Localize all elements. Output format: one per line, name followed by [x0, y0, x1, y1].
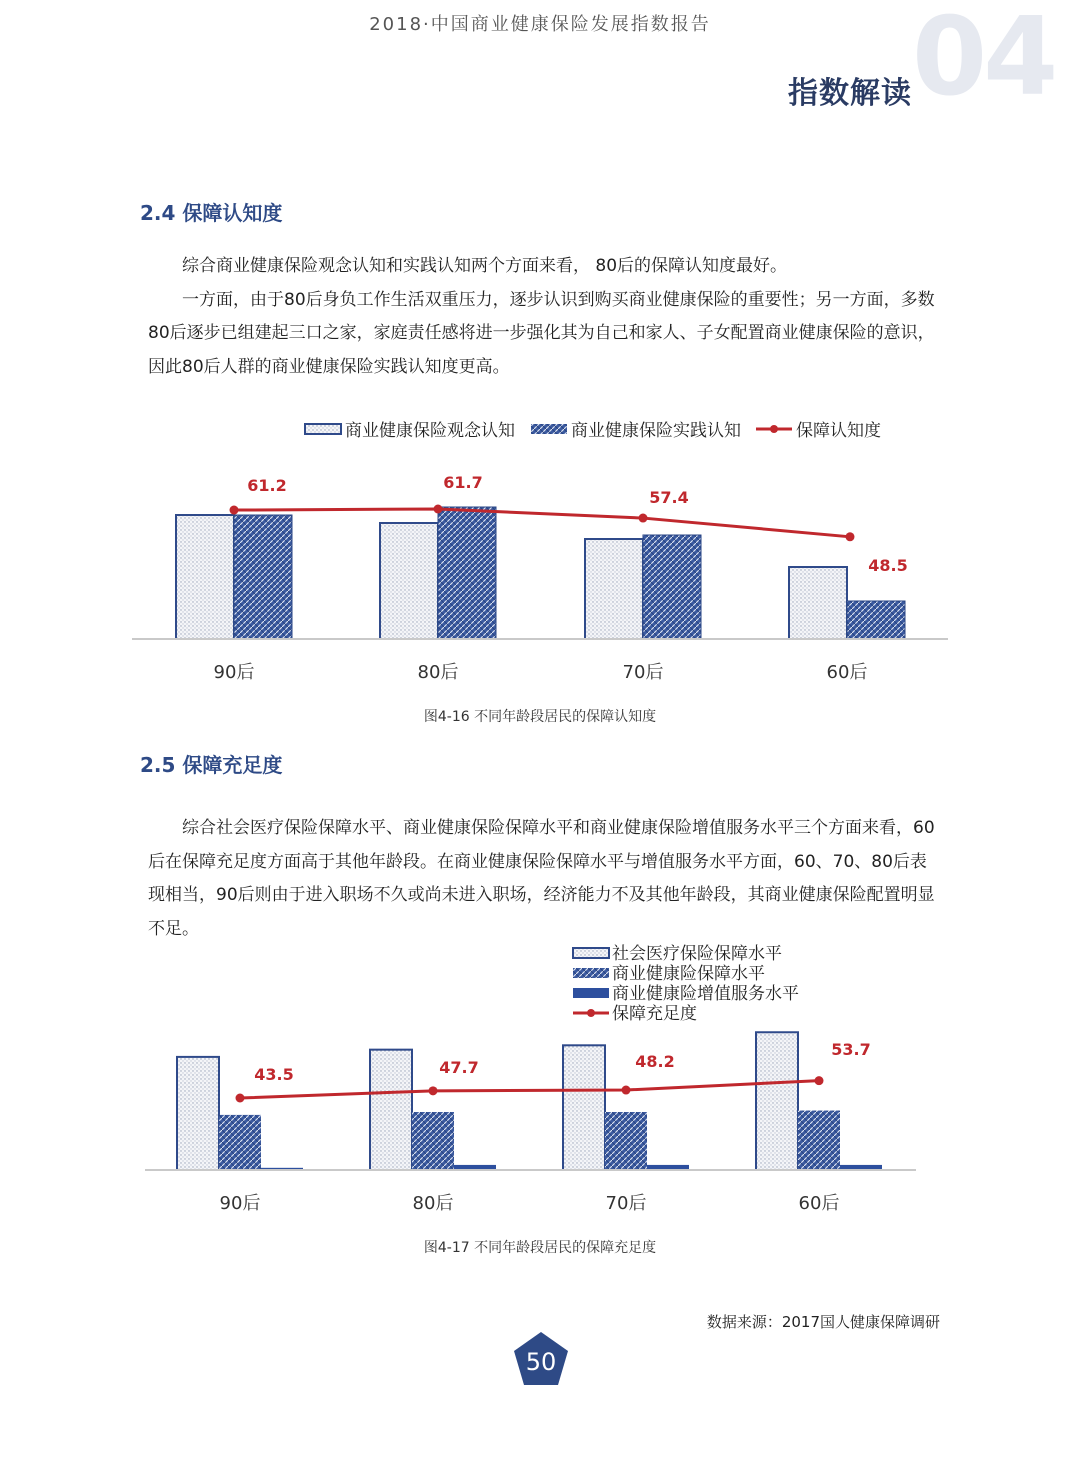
data-source: 数据来源：2017国人健康保障调研: [706, 1313, 940, 1331]
legend-label: 社会医疗保险保障水平: [612, 944, 782, 964]
section-heading-awareness: 2.4 保障认知度: [140, 201, 283, 225]
legend-swatch-marker: [770, 425, 778, 433]
chart-adequacy: [0, 938, 1080, 1238]
legend-label: 商业健康险增值服务水平: [612, 984, 799, 1004]
bar-social-medical: [177, 1057, 219, 1170]
x-tick-label: 90后: [219, 1193, 261, 1214]
legend-label: 保障充足度: [612, 1004, 697, 1024]
line-awareness-index: [234, 509, 850, 537]
bar-social-medical: [756, 1032, 798, 1170]
bar-commercial-coverage: [412, 1112, 454, 1170]
report-title: 2018·中国商业健康保险发展指数报告: [369, 14, 711, 35]
bar-social-medical: [563, 1045, 605, 1170]
chapter-number: 04: [912, 0, 1055, 120]
section-heading-adequacy: 2.5 保障充足度: [140, 753, 283, 777]
paragraph-adequacy: [148, 812, 938, 946]
chart-awareness: [0, 405, 1080, 705]
x-tick-label: 70后: [605, 1193, 647, 1214]
line-point: [639, 514, 648, 523]
legend-label: 商业健康险保障水平: [612, 964, 765, 984]
paragraph-line: 综合商业健康保险观念认知和实践认知两个方面来看， 80后的保障认知度最好。: [182, 256, 788, 276]
bar-social-medical: [370, 1050, 412, 1170]
x-tick-label: 80后: [412, 1193, 454, 1214]
legend-swatch: [573, 948, 609, 958]
bar-concept-awareness: [789, 567, 847, 639]
line-adequacy-index: [240, 1081, 819, 1098]
bar-concept-awareness: [585, 539, 643, 639]
paragraph-line: 综合社会医疗保险保障水平、商业健康保险保障水平和商业健康保险增值服务水平三个方面来看，60后在保障充足度方面高于其他年龄段。在商业健康保险保障水平与增值服务水平方面，60、70、80后表现相当，90后则由于进入职场不久或尚未进入职场，经济能力不及其他年龄段，其商业健康保险配置明显不足。: [148, 818, 935, 939]
bar-practice-awareness: [234, 515, 292, 639]
x-tick-label: 60后: [826, 662, 868, 683]
line-point: [622, 1086, 631, 1095]
chapter-title: 指数解读: [788, 76, 912, 111]
legend-label: 保障认知度: [796, 421, 881, 441]
legend-swatch-marker: [587, 1009, 595, 1017]
bar-practice-awareness: [847, 601, 905, 639]
bar-practice-awareness: [438, 507, 496, 639]
bar-concept-awareness: [176, 515, 234, 639]
bar-concept-awareness: [380, 523, 438, 639]
data-label: 57.4: [649, 488, 689, 507]
x-tick-label: 90后: [213, 662, 255, 683]
data-label: 43.5: [254, 1065, 294, 1084]
page-number-badge: [512, 1330, 570, 1388]
legend-swatch: [573, 988, 609, 998]
x-tick-label: 80后: [417, 662, 459, 683]
data-label: 48.5: [868, 556, 908, 575]
legend-swatch: [573, 968, 609, 978]
data-label: 53.7: [831, 1040, 871, 1059]
data-label: 61.2: [247, 476, 287, 495]
line-point: [815, 1076, 824, 1085]
legend-swatch: [305, 424, 341, 434]
figure-caption-awareness: 图4-16 不同年龄段居民的保障认知度: [423, 709, 657, 725]
data-label: 61.7: [443, 473, 483, 492]
data-label: 48.2: [635, 1052, 675, 1071]
bar-commercial-coverage: [605, 1112, 647, 1170]
bar-practice-awareness: [643, 535, 701, 639]
legend-label: 商业健康保险实践认知: [571, 421, 741, 441]
data-label: 47.7: [439, 1058, 479, 1077]
page-number: 50: [525, 1348, 557, 1376]
paragraph-awareness: [148, 250, 938, 384]
x-tick-label: 70后: [622, 662, 664, 683]
paragraph-line: 一方面，由于80后身负工作生活双重压力，逐步认识到购买商业健康保险的重要性；另一方面，多数80后逐步已组建起三口之家，家庭责任感将进一步强化其为自己和家人、子女配置商业健康保险的意识，因此80后人群的商业健康保险实践认知度更高。: [148, 289, 935, 377]
line-point: [429, 1086, 438, 1095]
line-point: [434, 505, 443, 514]
line-point: [846, 532, 855, 541]
x-tick-label: 60后: [798, 1193, 840, 1214]
line-point: [230, 506, 239, 515]
bar-commercial-coverage: [798, 1111, 840, 1170]
legend-label: 商业健康保险观念认知: [345, 421, 515, 441]
legend-swatch: [531, 424, 567, 434]
line-point: [236, 1094, 245, 1103]
figure-caption-adequacy: 图4-17 不同年龄段居民的保障充足度: [423, 1240, 657, 1256]
bar-commercial-coverage: [219, 1115, 261, 1170]
